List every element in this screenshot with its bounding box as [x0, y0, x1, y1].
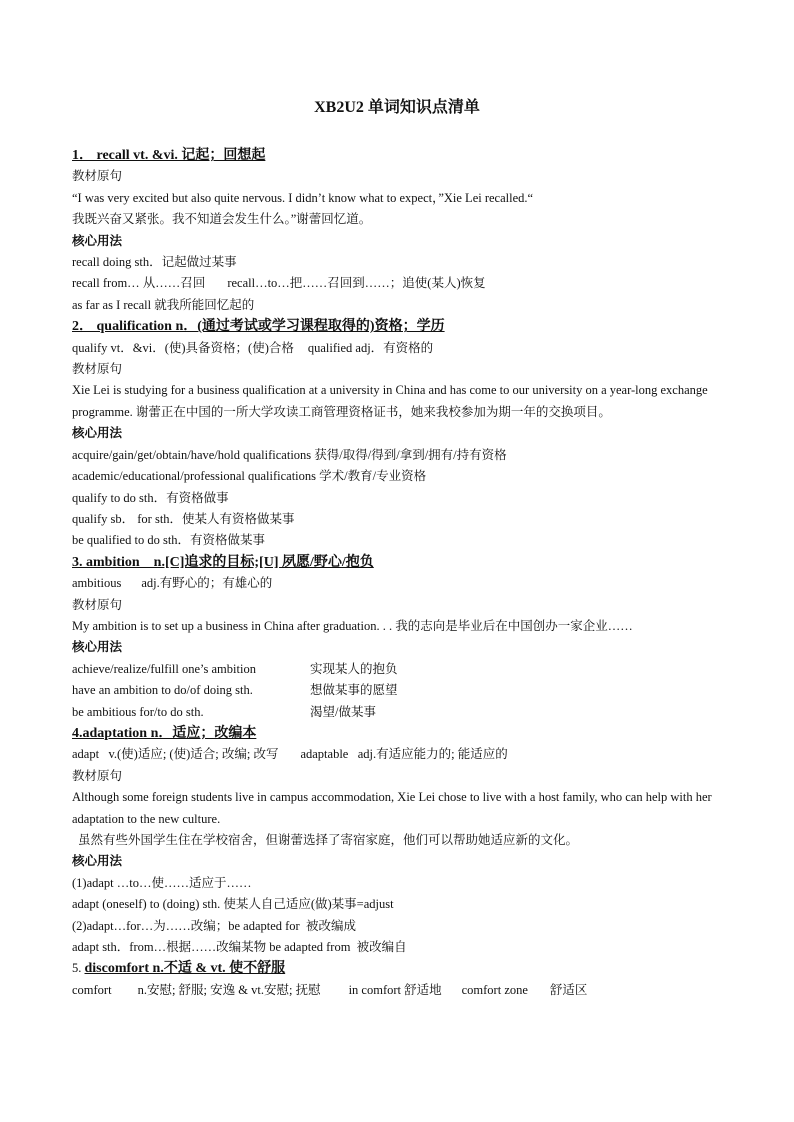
section-1-quote-en: “I was very excited but also quite nervous. I didn’t know what to expect，”Xie Lei recalled.“ — [72, 190, 534, 205]
section-2-forms — [72, 338, 722, 359]
section-5-number: 5. — [72, 961, 82, 976]
section-1-quote-cn: 我既兴奋又紧张。我不知道会发生什么。”谢蕾回忆道。 — [72, 212, 372, 227]
section-4-usage-2: adapt (oneself) to (doing) sth. 使某人自己适应(做)某事=adjust — [72, 897, 394, 912]
section-3-usage-3-en: be ambitious for/to do sth. — [72, 704, 204, 719]
section-3-usage-3-cn: 渴望/做某事 — [310, 704, 376, 719]
section-5-form-e: 舒适区 — [549, 982, 588, 997]
section-1-heading: 1． recall vt. &vi. 记起；回想起 — [72, 148, 266, 163]
document-page — [72, 94, 722, 1001]
section-2-usage-1: acquire/gain/get/obtain/have/hold qualifications 获得/取得/得到/拿到/拥有/持有资格 — [72, 447, 507, 462]
section-5-form-d: comfort zone — [461, 982, 528, 997]
section-5-forms — [72, 980, 722, 1001]
section-2-usage-2: academic/educational/professional qualifications 学术/教育/专业资格 — [72, 469, 427, 484]
section-4-textbook-label: 教材原句 — [72, 768, 123, 783]
section-2-heading: 2． qualification n．(通过考试或学习课程取得的)资格；学历 — [72, 319, 445, 335]
section-2-form-a: qualify vt．&vi．(使)具备资格；(使)合格 — [72, 340, 294, 355]
section-1-usage-2 — [72, 273, 722, 294]
section-3-usage-2-cn: 想做某事的愿望 — [310, 683, 398, 698]
section-2-quote: Xie Lei is studying for a business qualification at a university in China and has come to our university on a year-long exchange programme. 谢蕾正在中国的一所大学攻读工商管理资格证书，她来我校参加为期一年的交换项目。 — [72, 383, 708, 419]
section-4-forms — [72, 744, 722, 765]
section-5-heading: discomfort n.不适 & vt. 使不舒服 — [84, 961, 286, 977]
section-3-usage-2-en: have an ambition to do/of doing sth. — [72, 683, 253, 698]
section-3-forms — [72, 573, 722, 594]
section-3-usage-3 — [72, 702, 722, 723]
section-5-form-a: comfort — [72, 982, 112, 997]
section-1-textbook-label: 教材原句 — [72, 169, 123, 184]
section-3-textbook-label: 教材原句 — [72, 597, 123, 612]
section-3-usage-1-en: achieve/realize/fulfill one’s ambition — [72, 661, 256, 676]
section-4-quote-en: Although some foreign students live in campus accommodation, Xie Lei chose to live with a host family, who can help with her adaptation to the new culture. — [72, 790, 712, 826]
section-1-usage-2a: recall from… 从……召回 — [72, 276, 206, 291]
section-3-usage-label: 核心用法 — [72, 640, 123, 655]
section-1-usage-label: 核心用法 — [72, 233, 123, 248]
section-4-usage-3: (2)adapt…for…为……改编；be adapted for 被改编成 — [72, 918, 356, 933]
section-2-usage-3: qualify to do sth．有资格做事 — [72, 490, 229, 505]
section-4-quote-cn: 虽然有些外国学生住在学校宿舍，但谢蕾选择了寄宿家庭，他们可以帮助她适应新的文化。 — [78, 833, 579, 847]
section-2-textbook-label: 教材原句 — [72, 362, 123, 377]
section-3-usage-1 — [72, 659, 722, 680]
section-4-usage-4: adapt sth．from…根据……改编某物 be adapted from 被改编自 — [72, 940, 407, 955]
section-2-usage-4: qualify sb． for sth．使某人有资格做某事 — [72, 511, 295, 526]
section-3-form-b: adj.有野心的；有雄心的 — [141, 576, 273, 591]
section-4-usage-1: (1)adapt …to…使……适应于…… — [72, 875, 252, 890]
section-3-heading: 3. ambition n.[C]追求的目标;[U] 夙愿/野心/抱负 — [72, 554, 374, 570]
section-3-quote: My ambition is to set up a business in China after graduation. . . 我的志向是毕业后在中国创办一家企业…… — [72, 618, 633, 633]
section-4-form-b: adaptable adj.有适应能力的; 能适应的 — [300, 747, 508, 762]
section-3-usage-1-cn: 实现某人的抱负 — [310, 661, 398, 676]
section-3-form-a: ambitious — [72, 576, 122, 591]
section-1-usage-2b: recall…to…把……召回到……；追使(某人)恢复 — [227, 276, 486, 291]
section-2-usage-label: 核心用法 — [72, 426, 123, 441]
section-5-form-b: n.安慰; 舒服; 安逸 & vt.安慰; 抚慰 — [137, 982, 321, 997]
section-1-usage-3: as far as I recall 就我所能回忆起的 — [72, 297, 255, 312]
section-4-usage-label: 核心用法 — [72, 854, 123, 869]
section-4-heading: 4.adaptation n．适应；改编本 — [72, 725, 257, 741]
section-2-usage-5: be qualified to do sth．有资格做某事 — [72, 533, 266, 548]
section-5-heading-line — [72, 958, 722, 979]
section-2-form-b: qualified adj．有资格的 — [307, 340, 434, 355]
section-3-usage-2 — [72, 680, 722, 701]
section-4-form-a: adapt v.(使)适应; (使)适合; 改编; 改写 — [72, 747, 279, 762]
page-title: XB2U2 单词知识点清单 — [314, 99, 480, 116]
section-5-form-c: in comfort 舒适地 — [348, 982, 442, 997]
section-1-usage-1: recall doing sth．记起做过某事 — [72, 255, 237, 270]
